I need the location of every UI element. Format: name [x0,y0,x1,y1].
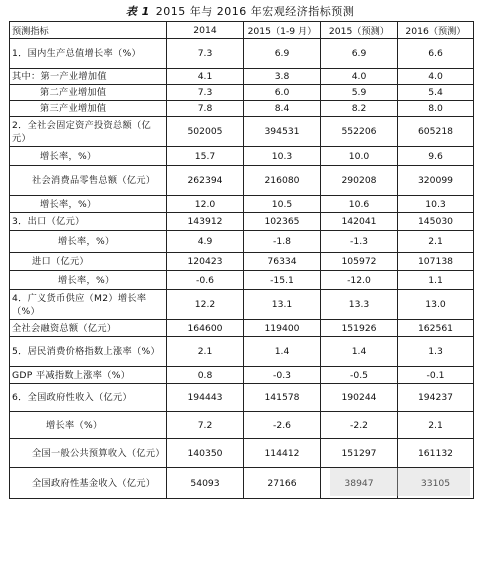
table-row [10,213,474,231]
row-label: 增长率，%） [10,271,167,290]
cell-value: -2.6 [244,412,321,439]
cell-value: 27166 [244,468,321,499]
row-label: 其中：第一产业增加值 [10,69,167,85]
cell-value: 10.3 [244,147,321,166]
cell-value: -2.2 [321,412,398,439]
cell-value: 4.0 [398,69,474,85]
table-row [10,290,474,320]
cell-value: -0.5 [321,367,398,384]
row-label: 6．全国政府性收入（亿元） [10,384,167,412]
row-label: 1．国内生产总值增长率（%） [10,39,167,69]
table-row [10,271,474,290]
cell-value: 194237 [398,384,474,412]
row-label: 3．出口（亿元） [10,213,167,231]
cell-value: 2.1 [398,231,474,253]
cell-value: 161132 [398,439,474,468]
cell-value: -12.0 [321,271,398,290]
row-label: 增长率（%） [10,412,167,439]
cell-value: 605218 [398,117,474,147]
cell-value: 4.1 [167,69,244,85]
cell-value: 8.0 [398,101,474,117]
header-2014: 2014 [167,22,244,39]
cell-value: 502005 [167,117,244,147]
cell-value: 190244 [321,384,398,412]
cell-value: 5.9 [321,85,398,101]
table-number: 表 1 [125,5,150,18]
cell-value: 10.3 [398,196,474,213]
cell-value: 6.6 [398,39,474,69]
row-label: 社会消费品零售总额（亿元） [10,166,167,196]
row-label: 全社会融资总额（亿元） [10,320,167,337]
cell-value: 54093 [167,468,244,499]
cell-value: 7.3 [167,39,244,69]
table-row [10,196,474,213]
cell-value: 107138 [398,253,474,271]
table-row [10,85,474,101]
forecast-table [9,21,474,499]
cell-value: 114412 [244,439,321,468]
cell-value: 4.9 [167,231,244,253]
cell-value: 13.1 [244,290,321,320]
header-2015-forecast: 2015（预测） [321,22,398,39]
cell-value: 120423 [167,253,244,271]
cell-value: 1.3 [398,337,474,367]
table-row [10,384,474,412]
cell-value: 10.5 [244,196,321,213]
cell-value: 7.8 [167,101,244,117]
row-label: 2．全社会固定资产投资总额（亿元） [10,117,167,147]
cell-value: 6.0 [244,85,321,101]
cell-value: -1.3 [321,231,398,253]
row-label: 第三产业增加值 [10,101,167,117]
table-caption [0,3,480,19]
row-label: 增长率，%） [10,196,167,213]
cell-value: 5.4 [398,85,474,101]
table-row [10,367,474,384]
cell-value: 194443 [167,384,244,412]
cell-value: 12.0 [167,196,244,213]
cell-value: 216080 [244,166,321,196]
row-label: 增长率，%） [10,231,167,253]
cell-value: 2.1 [398,412,474,439]
cell-value: 3.8 [244,69,321,85]
cell-value: 8.4 [244,101,321,117]
cell-value: -0.3 [244,367,321,384]
cell-value: -0.1 [398,367,474,384]
table-row [10,166,474,196]
table-row [10,253,474,271]
cell-value: 76334 [244,253,321,271]
cell-value: 10.0 [321,147,398,166]
cell-value: 7.2 [167,412,244,439]
row-label: 5．居民消费价格指数上涨率（%） [10,337,167,367]
table-row [10,101,474,117]
watermark [330,468,470,496]
cell-value: 38947 [321,468,398,499]
row-label: 进口（亿元） [10,253,167,271]
table-row [10,69,474,85]
row-label: 第二产业增加值 [10,85,167,101]
header-2015-jan-sep: 2015（1-9 月） [244,22,321,39]
cell-value: 1.4 [321,337,398,367]
cell-value: 151926 [321,320,398,337]
cell-value: 13.3 [321,290,398,320]
table-row [10,117,474,147]
table-title: 2015 年与 2016 年宏观经济指标预测 [155,5,355,18]
cell-value: 0.8 [167,367,244,384]
header-2016-forecast: 2016（预测） [398,22,474,39]
cell-value: 162561 [398,320,474,337]
cell-value: 164600 [167,320,244,337]
cell-value: 1.4 [244,337,321,367]
row-label: 全国一般公共预算收入（亿元） [10,439,167,468]
cell-value: 9.6 [398,147,474,166]
cell-value: -15.1 [244,271,321,290]
cell-value: 10.6 [321,196,398,213]
row-label: 4．广义货币供应（M2）增长率（%） [10,290,167,320]
cell-value: 8.2 [321,101,398,117]
table-row [10,439,474,468]
cell-value: 6.9 [244,39,321,69]
header-indicator: 预测指标 [10,22,167,39]
cell-value: 2.1 [167,337,244,367]
cell-value: 142041 [321,213,398,231]
cell-value: 119400 [244,320,321,337]
cell-value: 290208 [321,166,398,196]
cell-value: 145030 [398,213,474,231]
cell-value: 552206 [321,117,398,147]
row-label: GDP 平减指数上涨率（%） [10,367,167,384]
cell-value: 12.2 [167,290,244,320]
cell-value: 13.0 [398,290,474,320]
row-label: 增长率，%） [10,147,167,166]
header-row [10,22,474,39]
cell-value: 140350 [167,439,244,468]
cell-value: 143912 [167,213,244,231]
row-label: 全国政府性基金收入（亿元） [10,468,167,499]
cell-value: 4.0 [321,69,398,85]
cell-value: 141578 [244,384,321,412]
cell-value: 102365 [244,213,321,231]
table-row [10,231,474,253]
cell-value: 6.9 [321,39,398,69]
cell-value: 262394 [167,166,244,196]
cell-value: -1.8 [244,231,321,253]
cell-value: 15.7 [167,147,244,166]
cell-value: 320099 [398,166,474,196]
cell-value: 105972 [321,253,398,271]
table-row [10,337,474,367]
table-row [10,39,474,69]
table-row [10,412,474,439]
table-row [10,147,474,166]
cell-value: 7.3 [167,85,244,101]
cell-value: -0.6 [167,271,244,290]
cell-value: 1.1 [398,271,474,290]
cell-value: 394531 [244,117,321,147]
cell-value: 151297 [321,439,398,468]
cell-value: 33105 [398,468,474,499]
table-row [10,320,474,337]
